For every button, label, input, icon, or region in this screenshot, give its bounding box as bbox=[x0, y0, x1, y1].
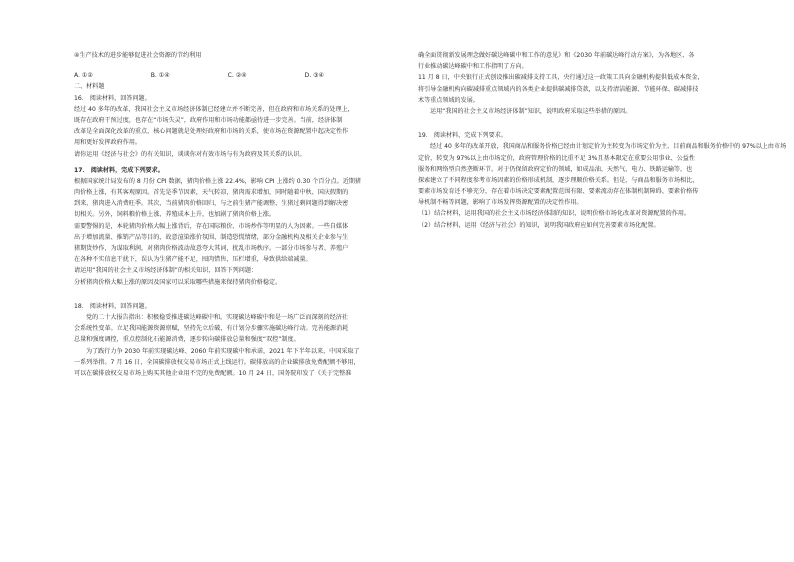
option-a: A. ①② bbox=[74, 72, 93, 80]
q17-line-6: 出于增加流量、推销产品等目的，故意渲染涨价氛围、制造恐慌情绪，部分金融机构及相关企业参与生 bbox=[74, 233, 349, 241]
q16-line-2: 既存在政府干预过度，也存在“市场失灵”，政府作用和市场功能都亟待进一步完善。当前，经济体制 bbox=[74, 116, 343, 124]
q17-line-3: 到来，猪肉进入消费旺季。其次，当前猪肉价格回归，与之前生猪产能调整、生猪过剩问题得到解决密 bbox=[74, 200, 349, 208]
q17-head: 17． 阅读材料，完成下列要求。 bbox=[74, 166, 164, 174]
right-column bbox=[418, 50, 787, 231]
q18-cont-line-1: 确全面贯彻新发展理念做好碳达峰碳中和工作的意见》和《2030 年前碳达峰行动方案》，为各地区、各 bbox=[418, 52, 695, 59]
q19-line-2: 定价，转变为 97%以上由市场定价，政府管理价格的比重不足 3%且基本限定在重要公用事业、公益性 bbox=[418, 154, 695, 162]
left-column bbox=[74, 50, 392, 379]
q18-line-2: 会系统性变革。立足我国能源资源禀赋，坚持先立后破，有计划分步骤实施碳达峰行动。完善能源消耗 bbox=[74, 325, 349, 333]
q19-line-1: 经过 40 多年的改革开放，我国商品和服务价格已经由计划定价为主转变为市场定价为主，目前商品和服务价格中的 97%以上由市场 bbox=[430, 143, 787, 151]
q16-line-3: 改革是全面深化改革的重点，核心问题就是处理好政府和市场的关系，使市场在资源配置中起决定性作 bbox=[74, 128, 349, 136]
q17-line-9: 请运用“我国的社会主义市场经济体制”的相关知识，回答下列问题： bbox=[74, 267, 258, 275]
q18-cont-line-4: 将引导金融机构向碳减排重点领域内的各类企业提供碳减排贷款，以支持清洁能源、节能环保、碳减排技 bbox=[418, 85, 699, 93]
q18-line-5: 一系列举措。7 月 16 日，全国碳排放权交易市场正式上线运行。碳排放高的企业碳排放免费配额不够用， bbox=[74, 358, 360, 366]
q19-line-4: 探索建立了不同程度参考市场因素的价格形成机制，逐步理顺价格关系。但是，与商品和服务市场相比， bbox=[418, 176, 699, 184]
q18-line-1: 党的二十大报告指出：积极稳妥推进碳达峰碳中和。实现碳达峰碳中和是一场广泛而深刻的经济社 bbox=[86, 313, 349, 321]
option-c: C. ②④ bbox=[227, 72, 247, 80]
q17-line-1: 根据国家统计局发布的 8 月份 CPI 数据，猪肉价格上涨 22.4%，影响 CPI 上涨约 0.30 个百分点。近期猪 bbox=[74, 177, 361, 185]
q19-head: 19． 阅读材料，完成下列要求。 bbox=[418, 132, 507, 140]
q17-line-5: 需要警惕的是，本轮猪肉价格大幅上涨背后，存在国际粮价、市场炒作等明显的人为因素。一些自媒体 bbox=[74, 222, 349, 230]
q17-line-2: 肉价格上涨，有其客观原因。首先是季节因素，天气转凉，猪肉需求增加，同时随着中秋、国庆假期的 bbox=[74, 189, 349, 197]
q18-question: 运用“我国的社会主义市场经济体制”知识，说明政府采取这些举措的原因。 bbox=[430, 107, 632, 115]
q19-line-3: 服务和网络型自然垄断环节。对于仍保留政府定价的领域，如成品油、天然气、电力、铁路运输等，也 bbox=[418, 165, 693, 173]
q18-cont-line-2: 行业推动碳达峰碳中和工作指明了方向。 bbox=[418, 63, 528, 71]
section-title: 二、材料题 bbox=[74, 83, 105, 91]
q19-line-6: 导机制不畅等问题，影响了市场发挥资源配置的决定性作用。 bbox=[418, 199, 583, 207]
q19-sub-2: （2）结合材料，运用《经济与社会》的知识，说明我国政府应如何完善要素市场化配置。 bbox=[418, 221, 660, 229]
q18-line-6: 可以在碳排放权交易市场上购买其他企业用不完的免费配额。10 月 24 日，国务院印发了《关于完整准 bbox=[74, 369, 352, 377]
q17-line-8: 在各种不实信息干扰下，误认为生猪产能不足，囤肉惜售、压栏增重，导致供给端减量。 bbox=[74, 256, 312, 264]
option-statement-4: ④生产技术的进步能够促进社会资源的节约利用 bbox=[74, 52, 202, 59]
q18-line-3: 总量和强度调控，重点控制化石能源消费，逐步转向碳排放总量和强度“双控”制度。 bbox=[74, 336, 300, 344]
q18-line-4: 为了践行力争 2030 年前实现碳达峰、2060 年前实现碳中和承诺，2021 年下半年以来，中国采取了 bbox=[86, 347, 360, 355]
q18-cont-line-5: 术等重点领域的发展。 bbox=[418, 96, 479, 104]
q18-cont-line-3: 11 月 8 日，中央银行正式创设推出碳减排支持工具，央行通过这一政策工具向金融机构提供低成本资金， bbox=[418, 74, 704, 82]
q19-line-5: 要素市场发育还不够充分，存在着市场决定要素配置范围有限、要素流动存在体制机制障碍、要素价格传 bbox=[418, 188, 699, 196]
q17-line-4: 切相关。另外，饲料粮价格上涨、养殖成本上升，也加剧了猪肉价格上涨。 bbox=[74, 211, 276, 219]
q16-line-1: 经过 40 多年的改革，我国社会主义市场经济体制已经建立并不断完善，但在政府和市场关系的处理上， bbox=[74, 105, 354, 113]
option-b: B. ①④ bbox=[150, 72, 170, 80]
option-d: D. ③④ bbox=[304, 72, 324, 80]
q17-question: 分析猪肉价格大幅上涨的原因及国家可以采取哪些措施来保持猪肉价格稳定。 bbox=[74, 278, 282, 286]
q17-line-7: 猪期货炒作，为谋取利润，对猪肉价格波动故意夸大其词，扰乱市场秩序。一部分市场参与者、养殖户 bbox=[74, 245, 349, 252]
q16-question: 请你运用《经济与社会》的有关知识，谈谈你对有效市场与有为政府及其关系的认识。 bbox=[74, 150, 306, 158]
q18-head: 18． 阅读材料，回答问题。 bbox=[74, 302, 151, 310]
q16-head: 16． 阅读材料，回答问题。 bbox=[74, 94, 151, 102]
q16-line-4: 用和更好发挥政府作用。 bbox=[74, 139, 142, 147]
q19-sub-1: （1）结合材料，运用我国的社会主义市场经济体制的知识，说明价格市场化改革对资源配置的作用。 bbox=[418, 210, 691, 218]
answer-options bbox=[74, 70, 324, 81]
